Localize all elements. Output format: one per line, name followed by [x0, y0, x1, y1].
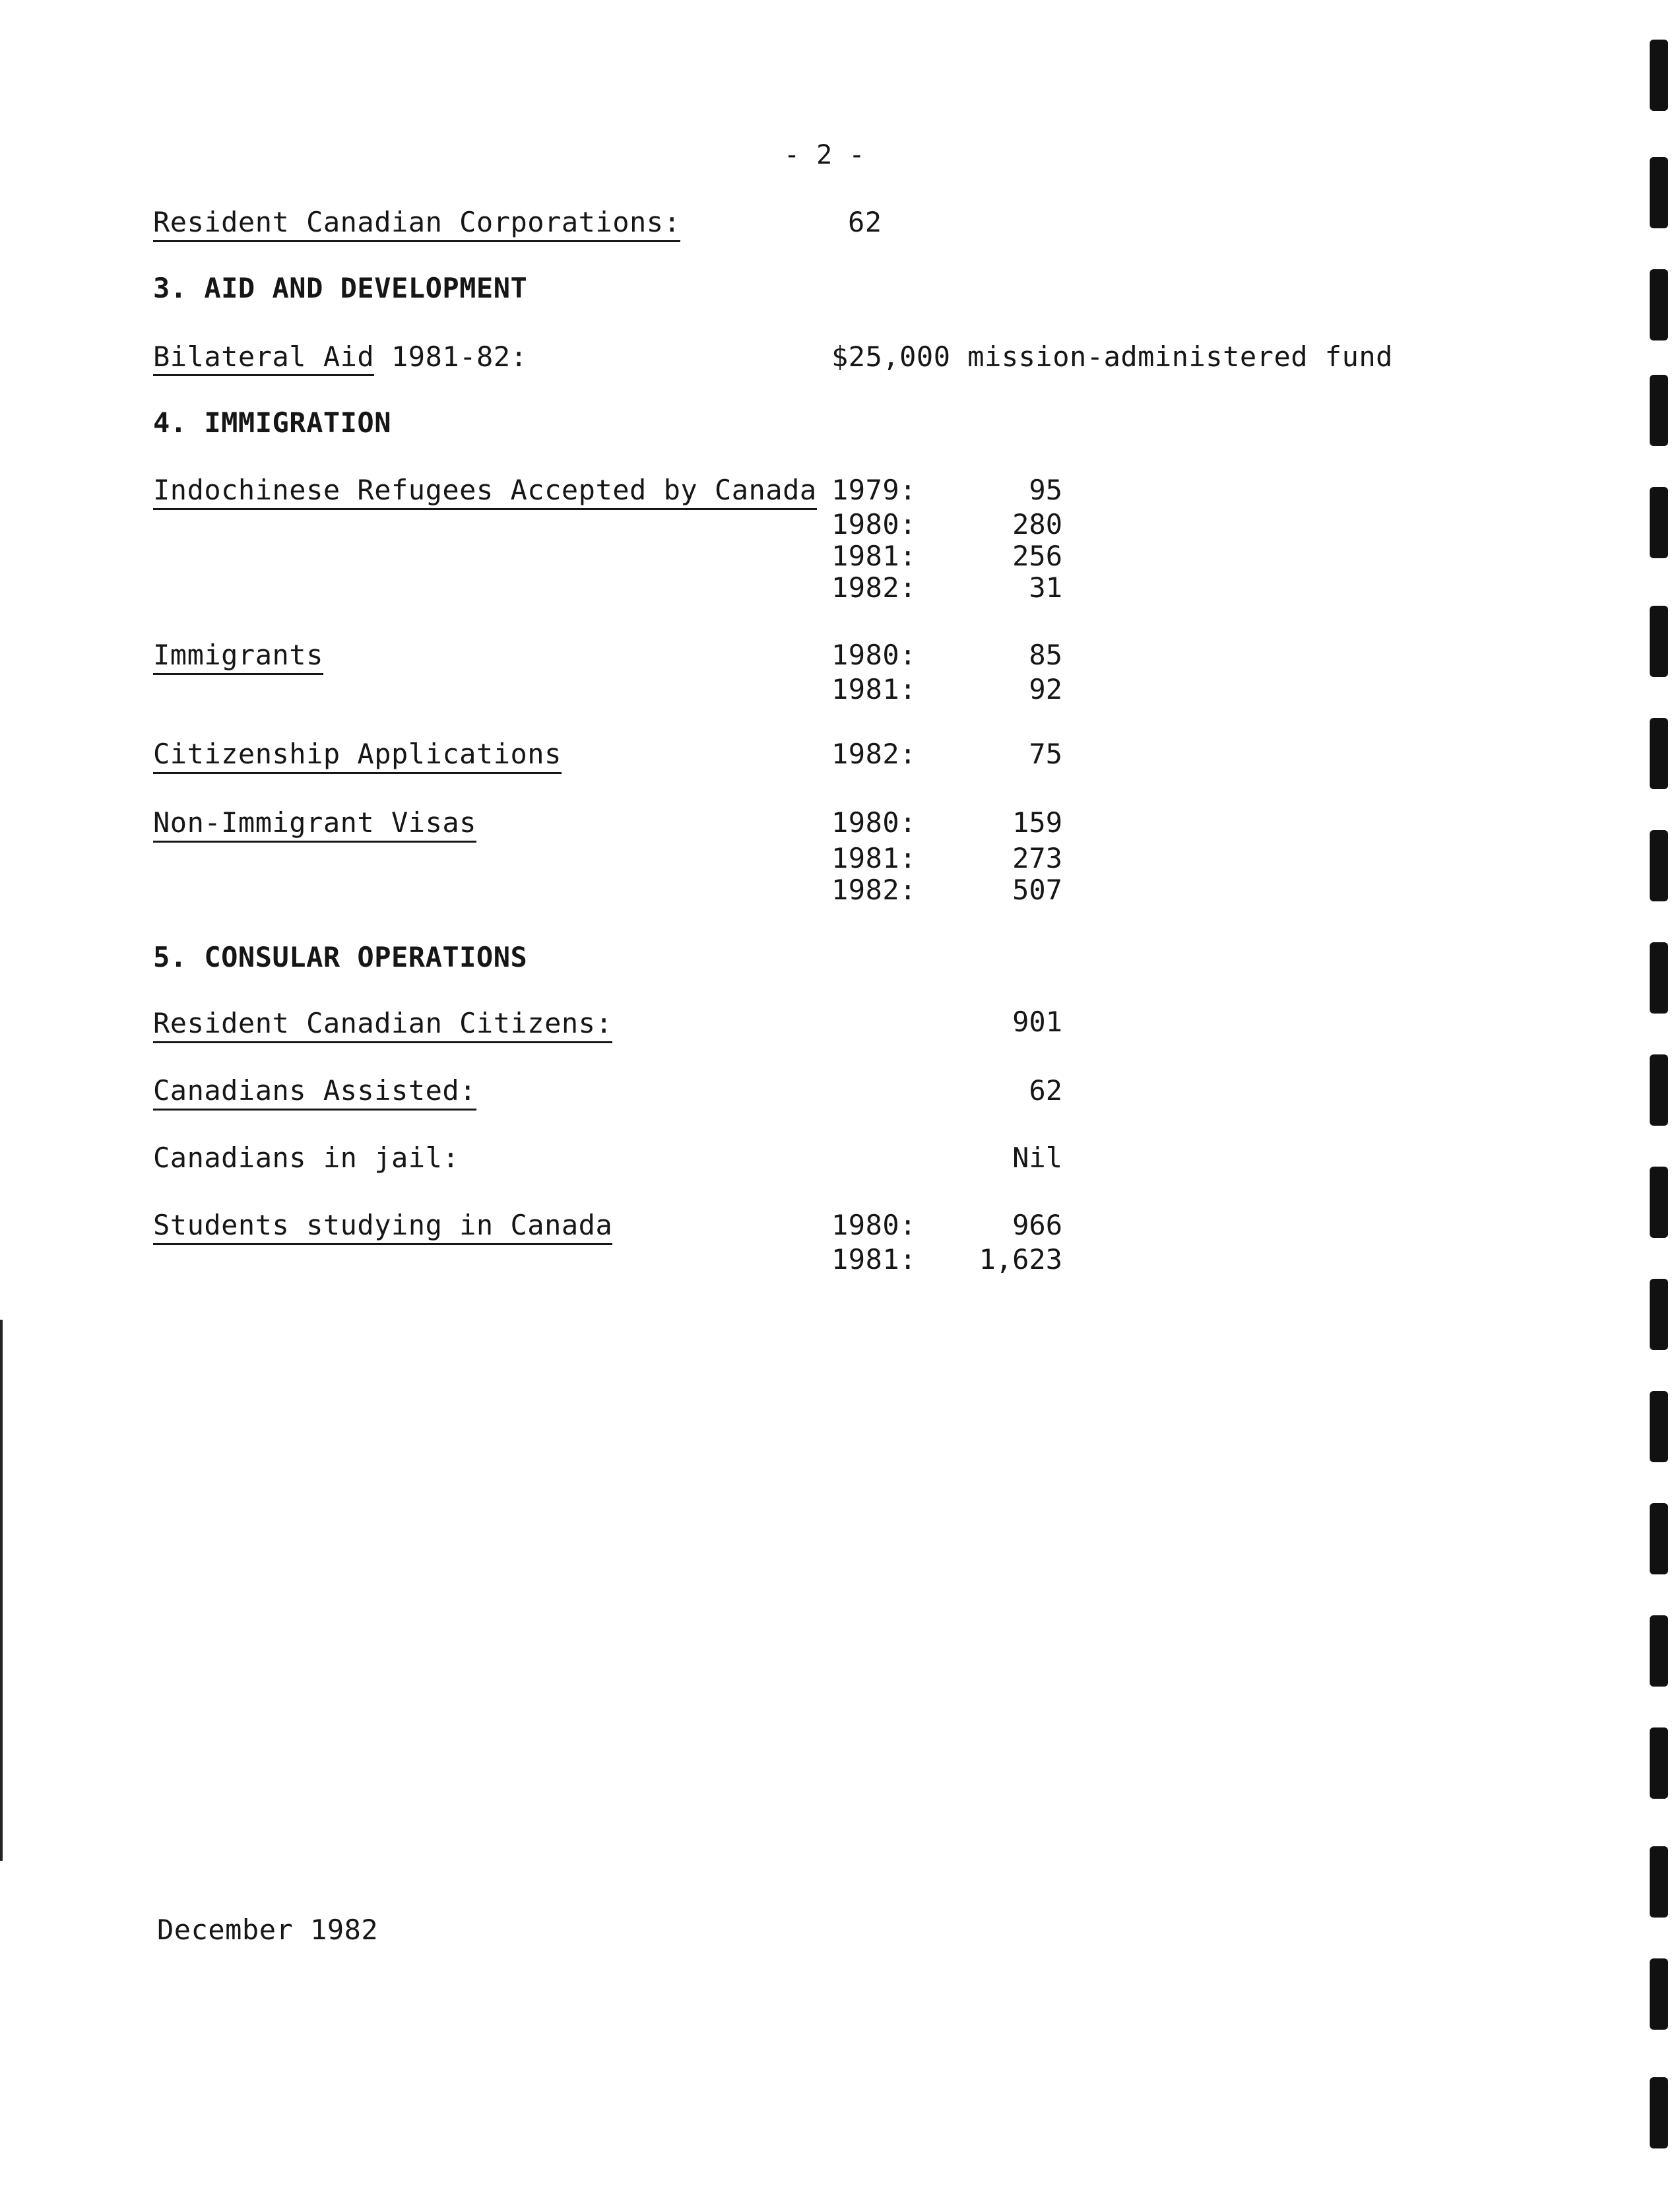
binding-hole	[1650, 1503, 1668, 1574]
binding-hole	[1650, 718, 1668, 789]
refugees-year-1979: 1979:	[831, 474, 917, 506]
corporations-value: 62	[848, 206, 882, 238]
section5-heading: 5. CONSULAR OPERATIONS	[153, 941, 528, 973]
assisted-label: Canadians Assisted:	[153, 1074, 476, 1111]
citizens-value: 901	[1012, 1006, 1062, 1038]
binding-hole	[1650, 1391, 1668, 1462]
refugees-value-1981: 256	[1012, 540, 1062, 572]
binding-hole	[1650, 1958, 1668, 2030]
immigrants-year-1980: 1980:	[831, 639, 917, 671]
document-date: December 1982	[157, 1914, 379, 1946]
corporations-label: Resident Canadian Corporations:	[153, 206, 680, 242]
binding-hole	[1650, 1054, 1668, 1126]
bilateral-aid-underlined: Bilateral Aid	[153, 340, 374, 376]
citizenship-year-1982: 1982:	[831, 738, 917, 770]
visas-value-1982: 507	[1012, 874, 1062, 906]
section4-heading: 4. IMMIGRATION	[153, 406, 392, 439]
visas-value-1981: 273	[1012, 842, 1062, 874]
binding-hole	[1650, 1727, 1668, 1799]
students-label: Students studying in Canada	[153, 1209, 612, 1245]
bilateral-aid-label	[153, 340, 527, 373]
binding-hole	[1650, 942, 1668, 1014]
binding-hole	[1650, 1279, 1668, 1350]
binding-hole	[1650, 269, 1668, 340]
binding-hole	[1650, 375, 1668, 446]
students-year-1980: 1980:	[831, 1209, 917, 1241]
visas-year-1980: 1980:	[831, 806, 917, 839]
jail-label: Canadians in jail:	[153, 1142, 460, 1174]
section3-heading: 3. AID AND DEVELOPMENT	[153, 272, 528, 304]
refugees-value-1979: 95	[1029, 474, 1062, 506]
binding-hole	[1650, 606, 1668, 677]
visas-year-1981: 1981:	[831, 842, 917, 874]
immigrants-label: Immigrants	[153, 639, 323, 675]
students-value-1980: 966	[1012, 1209, 1062, 1241]
assisted-value: 62	[1029, 1074, 1062, 1107]
citizenship-label: Citizenship Applications	[153, 738, 562, 774]
refugees-label: Indochinese Refugees Accepted by Canada	[153, 474, 817, 510]
students-year-1981: 1981:	[831, 1243, 917, 1275]
refugees-year-1982: 1982:	[831, 571, 917, 604]
bilateral-aid-years: 1981-82:	[374, 340, 528, 373]
bilateral-aid-value: $25,000 mission-administered fund	[831, 340, 1393, 373]
binding-hole	[1650, 1846, 1668, 1918]
binding-hole	[1650, 40, 1668, 111]
binding-hole	[1650, 830, 1668, 901]
binding-hole	[1650, 2077, 1668, 2148]
refugees-year-1980: 1980:	[831, 508, 917, 540]
citizens-label: Resident Canadian Citizens:	[153, 1007, 612, 1043]
binding-hole	[1650, 487, 1668, 558]
binding-holes	[1627, 0, 1680, 2194]
visas-year-1982: 1982:	[831, 874, 917, 906]
immigrants-value-1981: 92	[1029, 673, 1062, 705]
visas-label: Non-Immigrant Visas	[153, 806, 476, 843]
page-edge-line	[0, 1320, 3, 1861]
binding-hole	[1650, 157, 1668, 228]
refugees-value-1980: 280	[1012, 508, 1062, 540]
visas-value-1980: 159	[1012, 806, 1062, 839]
jail-value: Nil	[1012, 1142, 1062, 1174]
binding-hole	[1650, 1615, 1668, 1687]
page-number: - 2 -	[784, 140, 865, 170]
refugees-year-1981: 1981:	[831, 540, 917, 572]
citizenship-value-1982: 75	[1029, 738, 1062, 770]
binding-hole	[1650, 1167, 1668, 1238]
immigrants-value-1980: 85	[1029, 639, 1062, 671]
immigrants-year-1981: 1981:	[831, 673, 917, 705]
refugees-value-1982: 31	[1029, 571, 1062, 604]
students-value-1981: 1,623	[979, 1243, 1062, 1275]
